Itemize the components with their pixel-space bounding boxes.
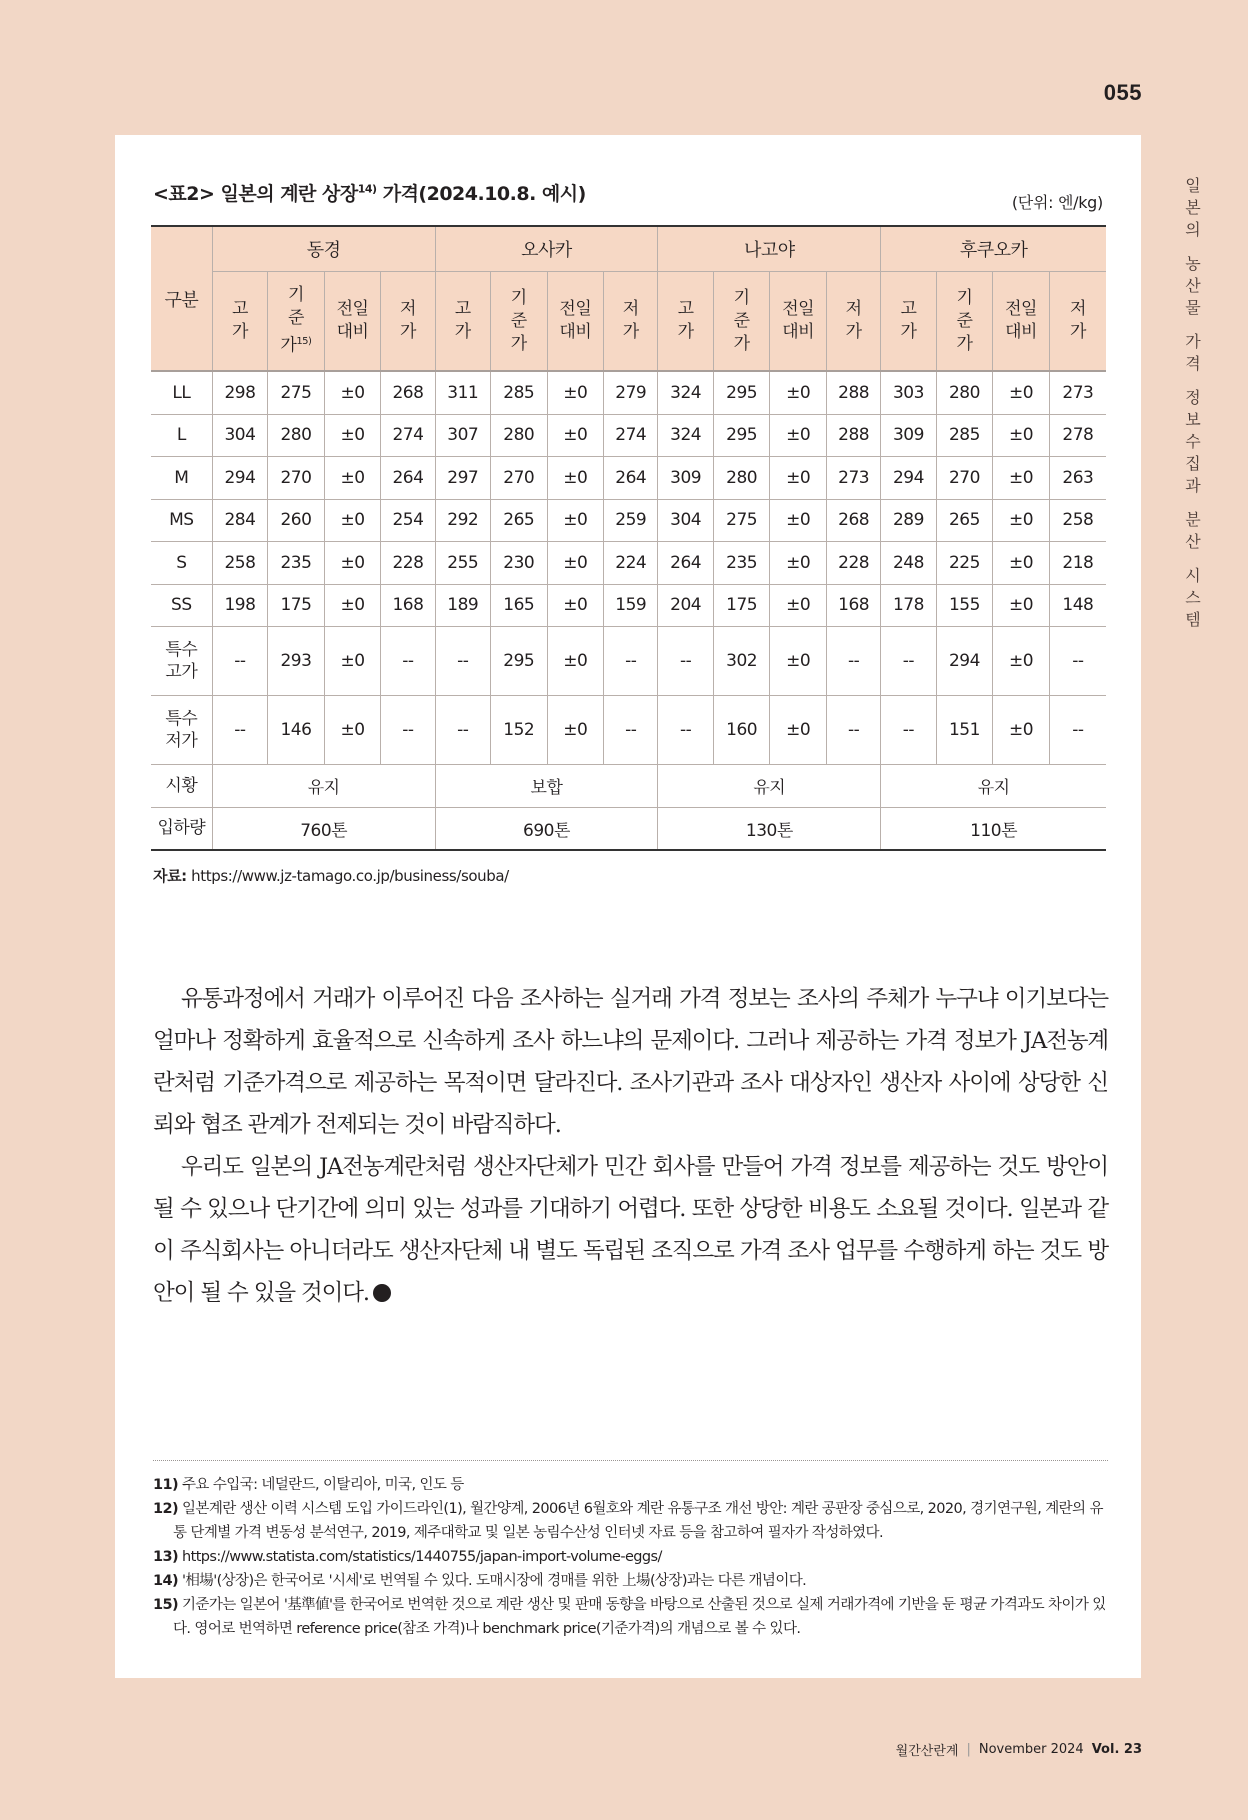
region-header: 오사카 [435, 226, 658, 272]
price-cell: ±0 [547, 371, 604, 414]
column-header: 기 준 가 [936, 272, 993, 372]
price-cell: 288 [826, 371, 880, 414]
price-cell: -- [826, 627, 880, 696]
price-cell: 294 [212, 457, 267, 500]
source-label: 자료: [153, 867, 187, 885]
price-cell: 270 [490, 457, 547, 500]
price-cell: -- [381, 696, 435, 765]
price-cell: 297 [435, 457, 490, 500]
row-label: 입하량 [151, 807, 212, 850]
summary-row [151, 807, 1106, 850]
price-cell: 148 [1049, 584, 1106, 627]
footnote-number: 13) [153, 1549, 179, 1565]
footnote-text: 주요 수입국: 네덜란드, 이탈리아, 미국, 인도 등 [178, 1477, 464, 1493]
price-cell: 225 [936, 542, 993, 585]
price-cell: ±0 [770, 584, 827, 627]
price-cell: ±0 [324, 627, 381, 696]
price-cell: 258 [212, 542, 267, 585]
price-cell: ±0 [547, 542, 604, 585]
sidebar-char: 시 [1185, 566, 1201, 585]
price-cell: 302 [713, 627, 770, 696]
column-header: 저 가 [826, 272, 880, 372]
price-cell: 311 [435, 371, 490, 414]
price-cell: ±0 [993, 414, 1050, 457]
price-cell: 218 [1049, 542, 1106, 585]
price-cell: 152 [490, 696, 547, 765]
price-cell: 151 [936, 696, 993, 765]
price-cell: 270 [936, 457, 993, 500]
price-cell: ±0 [324, 542, 381, 585]
footnote-text: 기준가는 일본어 '基準値'를 한국어로 번역한 것으로 계란 생산 및 판매 동향을 바탕으로 산출된 것으로 실제 거래가격에 기반을 둔 평균 가격과도 차이가 있다. 영어로 번역하면 reference price(참조 가격)나 benchmark price(기준가격)의 개념으로 볼 수 있다. [173, 1597, 1106, 1637]
price-cell: ±0 [770, 457, 827, 500]
price-cell: -- [826, 696, 880, 765]
footer-issue: November 2024 [978, 1742, 1084, 1757]
region-header: 후쿠오카 [881, 226, 1106, 272]
price-cell: ±0 [993, 499, 1050, 542]
column-header: 기 준 가 [490, 272, 547, 372]
footnote [153, 1497, 1108, 1545]
footnote-number: 11) [153, 1477, 179, 1493]
sidebar-char: 템 [1185, 610, 1201, 629]
sidebar-char: 격 [1185, 354, 1201, 373]
price-cell: ±0 [547, 696, 604, 765]
sidebar-char: 물 [1185, 298, 1201, 317]
price-cell: -- [435, 627, 490, 696]
price-cell: 224 [604, 542, 658, 585]
price-cell: 304 [212, 414, 267, 457]
price-cell: ±0 [547, 584, 604, 627]
price-cell: 307 [435, 414, 490, 457]
table-body [151, 371, 1106, 850]
table-row [151, 371, 1106, 414]
price-cell: 275 [713, 499, 770, 542]
price-cell: 159 [604, 584, 658, 627]
summary-cell: 110톤 [881, 807, 1106, 850]
footnote [153, 1473, 1108, 1497]
subheader-row [151, 272, 1106, 372]
price-cell: 189 [435, 584, 490, 627]
price-cell: 294 [881, 457, 936, 500]
price-cell: 260 [268, 499, 325, 542]
price-cell: -- [604, 696, 658, 765]
column-header: 기 준 가 [713, 272, 770, 372]
price-cell: 309 [658, 457, 713, 500]
price-cell: -- [1049, 696, 1106, 765]
sidebar-char: 과 [1185, 476, 1201, 495]
sidebar-title [1178, 175, 1208, 631]
price-cell: 304 [658, 499, 713, 542]
table-row [151, 542, 1106, 585]
sidebar-char: 집 [1185, 454, 1201, 473]
footnote [153, 1545, 1108, 1569]
price-cell: ±0 [993, 457, 1050, 500]
row-label: SS [151, 584, 212, 627]
row-label: 특수 고가 [151, 627, 212, 696]
sidebar-char: 분 [1185, 510, 1201, 529]
price-cell: 155 [936, 584, 993, 627]
egg-price-table [151, 225, 1106, 851]
price-cell: 264 [381, 457, 435, 500]
price-cell: 254 [381, 499, 435, 542]
sidebar-char: 수 [1185, 432, 1201, 451]
price-cell: 160 [713, 696, 770, 765]
price-cell: 285 [490, 371, 547, 414]
paragraph-text: 우리도 일본의 JA전농계란처럼 생산자단체가 민간 회사를 만들어 가격 정보를 제공하는 것도 방안이 될 수 있으나 단기간에 의미 있는 성과를 기대하기 어렵다. 또한 상당한 비용도 소요될 것이다. 일본과 같이 주식회사는 아니더라도 생산자단체 내 별도 독립된 조직으로 가격 조사 업무를 수행하게 하는 것도 방안이 될 수 있을 것이다. [153, 1154, 1108, 1306]
column-header: 고 가 [435, 272, 490, 372]
price-cell: 298 [212, 371, 267, 414]
price-cell: ±0 [324, 696, 381, 765]
table-row [151, 457, 1106, 500]
table-row [151, 584, 1106, 627]
price-cell: 285 [936, 414, 993, 457]
footer-magazine: 월간산란계 [895, 1744, 959, 1759]
price-cell: -- [658, 696, 713, 765]
price-cell: 303 [881, 371, 936, 414]
sidebar-char: 산 [1185, 276, 1201, 295]
price-cell: 168 [381, 584, 435, 627]
price-cell: 279 [604, 371, 658, 414]
price-cell: ±0 [324, 499, 381, 542]
table-row [151, 696, 1106, 765]
price-cell: 178 [881, 584, 936, 627]
price-cell: 284 [212, 499, 267, 542]
footnotes [153, 1460, 1108, 1641]
footnote-number: 15) [153, 1597, 179, 1613]
summary-cell: 유지 [212, 765, 435, 808]
table-unit: (단위: 엔/kg) [1011, 193, 1103, 212]
column-header: 고 가 [881, 272, 936, 372]
price-cell: 289 [881, 499, 936, 542]
price-cell: ±0 [547, 414, 604, 457]
price-cell: -- [1049, 627, 1106, 696]
price-cell: -- [881, 627, 936, 696]
table-row [151, 499, 1106, 542]
price-cell: ±0 [993, 371, 1050, 414]
column-header: 고 가 [658, 272, 713, 372]
price-cell: 295 [713, 414, 770, 457]
price-cell: 258 [1049, 499, 1106, 542]
price-cell: -- [881, 696, 936, 765]
sidebar-char: 가 [1185, 332, 1201, 351]
column-header: 전일 대비 [547, 272, 604, 372]
summary-cell: 690톤 [435, 807, 658, 850]
table-caption-date: 가격(2024.10.8. 예시) [376, 183, 586, 205]
summary-cell: 130톤 [658, 807, 881, 850]
price-cell: 273 [826, 457, 880, 500]
price-cell: 274 [604, 414, 658, 457]
price-cell: ±0 [993, 584, 1050, 627]
price-cell: ±0 [770, 696, 827, 765]
table-caption-footnote-ref: 14) [357, 182, 377, 196]
table-caption [153, 179, 586, 206]
region-header: 나고야 [658, 226, 881, 272]
price-cell: 280 [936, 371, 993, 414]
price-cell: 204 [658, 584, 713, 627]
page-footer [896, 1740, 1142, 1759]
column-header: 전일 대비 [324, 272, 381, 372]
price-cell: 230 [490, 542, 547, 585]
footnote [153, 1593, 1108, 1641]
content-panel [115, 135, 1141, 1678]
price-cell: ±0 [547, 499, 604, 542]
row-header-label: 구분 [151, 226, 212, 371]
row-label: L [151, 414, 212, 457]
footnote-text: 일본계란 생산 이력 시스템 도입 가이드라인(1), 월간양계, 2006년 6월호와 계란 유통구조 개선 방안: 계란 공판장 중심으로, 2020, 경기연구원, 계란의 유통 단계별 가격 변동성 분석연구, 2019, 제주대학교 및 일본 농림수산성 인터넷 자료 등을 참고하여 필자가 작성하였다. [173, 1501, 1103, 1541]
price-cell: ±0 [770, 542, 827, 585]
price-cell: 235 [713, 542, 770, 585]
price-cell: -- [212, 627, 267, 696]
price-cell: 265 [936, 499, 993, 542]
price-cell: 168 [826, 584, 880, 627]
price-cell: 265 [490, 499, 547, 542]
table-row [151, 627, 1106, 696]
price-cell: -- [435, 696, 490, 765]
price-cell: -- [658, 627, 713, 696]
footer-divider: | [966, 1742, 971, 1757]
row-label: 특수 저가 [151, 696, 212, 765]
row-label: 시황 [151, 765, 212, 808]
price-cell: ±0 [324, 457, 381, 500]
price-cell: 309 [881, 414, 936, 457]
sidebar-char: 본 [1185, 198, 1201, 217]
price-cell: ±0 [770, 627, 827, 696]
price-cell: ±0 [547, 627, 604, 696]
row-label: S [151, 542, 212, 585]
column-header: 고 가 [212, 272, 267, 372]
end-mark-icon [373, 1284, 391, 1302]
price-cell: ±0 [324, 584, 381, 627]
sidebar-char: 일 [1185, 176, 1201, 195]
footnote-text: https://www.statista.com/statistics/1440755/japan-import-volume-eggs/ [178, 1549, 662, 1565]
price-cell: ±0 [993, 696, 1050, 765]
price-cell: 248 [881, 542, 936, 585]
price-cell: ±0 [324, 371, 381, 414]
column-header: 저 가 [381, 272, 435, 372]
price-cell: 292 [435, 499, 490, 542]
price-cell: 280 [268, 414, 325, 457]
price-cell: 295 [490, 627, 547, 696]
price-cell: 255 [435, 542, 490, 585]
price-cell: 175 [713, 584, 770, 627]
summary-cell: 보합 [435, 765, 658, 808]
price-cell: 273 [1049, 371, 1106, 414]
price-cell: 228 [381, 542, 435, 585]
row-label: M [151, 457, 212, 500]
source-note [153, 865, 509, 886]
price-cell: 274 [381, 414, 435, 457]
footnote-text: '相場'(상장)은 한국어로 '시세'로 번역될 수 있다. 도매시장에 경매를 위한 上場(상장)과는 다른 개념이다. [178, 1573, 807, 1589]
price-cell: 198 [212, 584, 267, 627]
body-text [153, 978, 1108, 1314]
price-cell: 264 [658, 542, 713, 585]
sidebar-char: 보 [1185, 410, 1201, 429]
price-cell: 324 [658, 371, 713, 414]
price-cell: 263 [1049, 457, 1106, 500]
summary-row [151, 765, 1106, 808]
region-header-row [151, 226, 1106, 272]
column-header: 기 준 가$^{15)}$ [268, 272, 325, 372]
price-cell: 278 [1049, 414, 1106, 457]
column-header: 전일 대비 [993, 272, 1050, 372]
table-row [151, 414, 1106, 457]
price-cell: ±0 [770, 414, 827, 457]
price-cell: ±0 [993, 627, 1050, 696]
price-cell: 228 [826, 542, 880, 585]
column-header: 저 가 [604, 272, 658, 372]
price-cell: ±0 [993, 542, 1050, 585]
region-header: 동경 [212, 226, 435, 272]
price-cell: 324 [658, 414, 713, 457]
row-label: LL [151, 371, 212, 414]
price-cell: 146 [268, 696, 325, 765]
price-cell: 275 [268, 371, 325, 414]
page-number: 055 [1103, 80, 1142, 105]
sidebar-char: 농 [1185, 254, 1201, 273]
price-cell: 280 [713, 457, 770, 500]
sidebar-char: 산 [1185, 532, 1201, 551]
summary-cell: 유지 [881, 765, 1106, 808]
footnote-number: 14) [153, 1573, 179, 1589]
price-cell: 294 [936, 627, 993, 696]
footnote-number: 12) [153, 1501, 179, 1517]
price-cell: 259 [604, 499, 658, 542]
price-cell: 175 [268, 584, 325, 627]
price-cell: 270 [268, 457, 325, 500]
price-cell: 268 [826, 499, 880, 542]
price-cell: 280 [490, 414, 547, 457]
source-url: https://www.jz-tamago.co.jp/business/souba/ [186, 867, 509, 885]
price-cell: 235 [268, 542, 325, 585]
price-cell: -- [212, 696, 267, 765]
price-cell: -- [381, 627, 435, 696]
footer-volume: Vol. 23 [1091, 1742, 1142, 1757]
price-cell: 293 [268, 627, 325, 696]
price-cell: ±0 [324, 414, 381, 457]
price-cell: 165 [490, 584, 547, 627]
footnote [153, 1569, 1108, 1593]
price-cell: 288 [826, 414, 880, 457]
sidebar-char: 스 [1185, 588, 1201, 607]
footnote-ref: 15) [296, 336, 312, 348]
price-cell: ±0 [770, 499, 827, 542]
summary-cell: 유지 [658, 765, 881, 808]
summary-cell: 760톤 [212, 807, 435, 850]
price-cell: 268 [381, 371, 435, 414]
price-cell: 264 [604, 457, 658, 500]
price-cell: -- [604, 627, 658, 696]
price-cell: 295 [713, 371, 770, 414]
paragraph [153, 1146, 1108, 1314]
sidebar-char: 정 [1185, 388, 1201, 407]
paragraph: 유통과정에서 거래가 이루어진 다음 조사하는 실거래 가격 정보는 조사의 주체가 누구냐 이기보다는 얼마나 정확하게 효율적으로 신속하게 조사 하느냐의 문제이다. 그러나 제공하는 가격 정보가 JA전농계란처럼 기준가격으로 제공하는 목적이면 달라진다. 조사기관과 조사 대상자인 생산자 사이에 상당한 신뢰와 협조 관계가 전제되는 것이 바람직하다. [153, 986, 1108, 1138]
column-header: 전일 대비 [770, 272, 827, 372]
column-header: 저 가 [1049, 272, 1106, 372]
price-cell: ±0 [770, 371, 827, 414]
sidebar-char: 의 [1185, 220, 1201, 239]
price-cell: ±0 [547, 457, 604, 500]
table-caption-text: <표2> 일본의 계란 상장 [153, 183, 358, 205]
row-label: MS [151, 499, 212, 542]
